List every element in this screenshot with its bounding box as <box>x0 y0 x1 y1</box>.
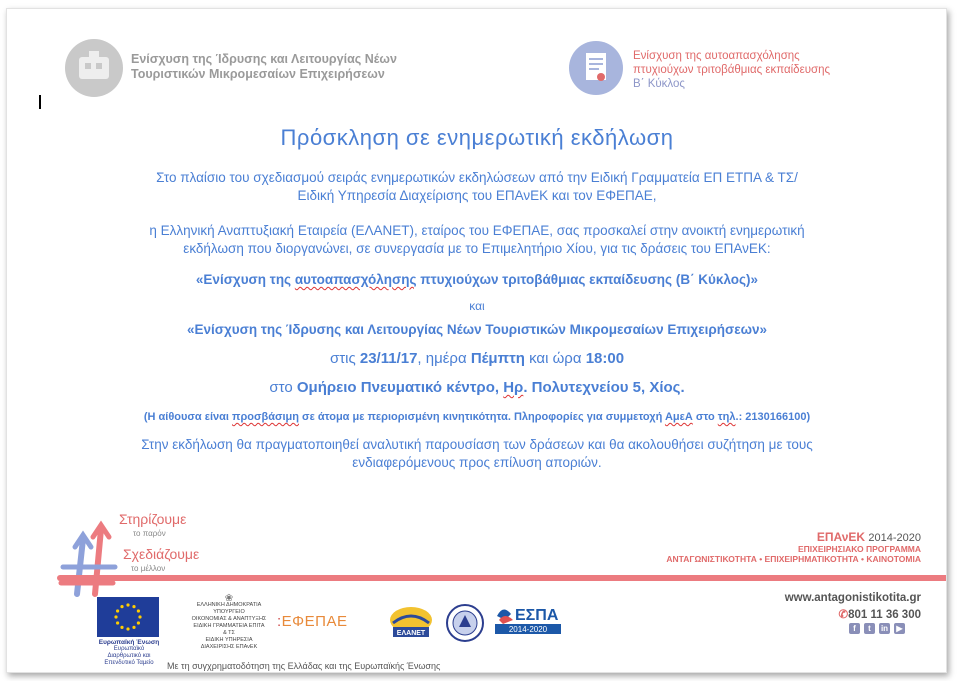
epanek-program-logo <box>621 530 921 564</box>
phone-number: ✆801 11 36 300 <box>838 609 921 621</box>
elanet-logo <box>387 605 435 639</box>
eu-flag-icon <box>97 597 159 637</box>
phone-icon: ✆ <box>838 609 849 621</box>
eu-label: Ευρωπαϊκή Ένωση Ευρωπαϊκό Διαρθρωτικό και Επενδυτικό Ταμείο <box>98 639 160 666</box>
tourism-action-title: Ενίσχυση της Ίδρυσης και Λειτουργίας Νέων Τουριστικών Μικρομεσαίων Επιχειρήσεων <box>131 52 397 81</box>
slogan-support: Στηρίζουμε <box>119 511 187 527</box>
social-links <box>849 623 905 634</box>
epanek-name: ΕΠΑνΕΚ <box>816 530 866 544</box>
action-title-tourism: «Ενίσχυση της Ίδρυσης και Λειτουργίας Νέων Τουριστικών Μικρομεσαίων Επιχειρήσεων» <box>186 322 768 337</box>
ministry-emblem-icon: ❀ <box>224 593 234 604</box>
chamber-seal-icon <box>445 603 485 643</box>
website-link[interactable]: www.antagonistikotita.gr <box>784 592 921 604</box>
cycle-label: Β΄ Κύκλος <box>633 78 685 90</box>
cofunding-statement: Με τη συγχρηματοδότηση της Ελλάδας και της Ευρωπαϊκής Ένωσης <box>167 661 441 671</box>
intro-paragraph: Στο πλαίσιο του σχεδιασμού σειράς ενημερωτικών εκδηλώσεων από την Ειδική Γραμματεία ΕΠ ΕΤΠΑ & ΤΣ/ Ειδική Υπηρεσία Διαχείρισης του ΕΠΑνΕΚ και τον ΕΦΕΠΑΕ, <box>156 170 798 203</box>
efepae-logo: :ΕΦΕΠΑΕ <box>277 613 348 630</box>
organizer-paragraph: η Ελληνική Αναπτυξιακή Εταιρεία (ΕΛΑΝΕΤ), εταίρος του ΕΦΕΠΑΕ, σας προσκαλεί στην ανοικτή ενημερωτική εκδήλωση που διοργανώνει, σε συνεργασία με το Επιμελητήριο Χίου, για τις δράσεις του ΕΠΑνΕΚ: <box>149 223 805 256</box>
espa-logo <box>493 600 563 644</box>
closing-paragraph: Στην εκδήλωση θα πραγματοποιηθεί αναλυτική παρουσίαση των δράσεων και θα ακολουθήσει συζήτηση με τους ενδιαφερόμενους προς επίλυση αποριών. <box>141 437 813 470</box>
event-venue: στο Ομήρειο Πνευματικό κέντρο, Ηρ. Πολυτεχνείου 5, Χίος. <box>269 379 685 396</box>
self-employment-action-title: Ενίσχυση της αυτοαπασχόλησης πτυχιούχων τριτοβάθμιας εκπαίδευσης <box>633 50 831 76</box>
slogan-support-sub: το παρόν <box>133 529 166 538</box>
youtube-icon[interactable]: ▶ <box>894 623 905 634</box>
event-date: στις 23/11/17, ημέρα Πέμπτη και ώρα 18:00 <box>329 350 625 367</box>
svg-text:ΕΛΑΝΕΤ: ΕΛΑΝΕΤ <box>396 630 426 637</box>
tourism-action-logo <box>65 39 123 97</box>
text-cursor <box>39 95 41 109</box>
svg-text:ΕΣΠΑ: ΕΣΠΑ <box>515 607 559 624</box>
svg-text:2014-2020: 2014-2020 <box>508 625 548 634</box>
epanek-line2: ΑΝΤΑΓΩΝΙΣΤΙΚΟΤΗΤΑ • ΕΠΙΧΕΙΡΗΜΑΤΙΚΟΤΗΤΑ • ΚΑΙΝΟΤΟΜΙΑ <box>666 554 921 564</box>
action-title-self-employment: «Ενίσχυση της αυτοαπασχόλησης πτυχιούχων τριτοβάθμιας εκπαίδευσης (Β΄ Κύκλος)» <box>195 272 759 287</box>
epanek-years: 2014-2020 <box>868 532 921 544</box>
epanek-line1: ΕΠΙΧΕΙΡΗΣΙΑΚΟ ΠΡΟΓΡΑΜΜΑ <box>797 544 921 554</box>
invitation-title: Πρόσκληση σε ενημερωτική εκδήλωση <box>280 125 674 150</box>
linkedin-icon[interactable]: in <box>880 624 889 633</box>
ministry-logo: ❀ ΕΛΛΗΝΙΚΗ ΔΗΜΟΚΡΑΤΙΑ ΥΠΟΥΡΓΕΙΟ ΟΙΚΟΝΟΜΙΑΣ & ΑΝΑΠΤΥΞΗΣ ΕΙΔΙΚΗ ΓΡΑΜΜΑΤΕΙΑ ΕΠΙΤΑ & ΤΣ ΕΙΔΙΚΗ ΥΠΗΡΕΣΙΑ ΔΙΑΧΕΙΡΙΣΗΣ ΕΠΑνΕΚ <box>191 593 267 650</box>
accessibility-note: (Η αίθουσα είναι προσβάσιμη σε άτομα με περιορισμένη κινητικότητα. Πληροφορίες για συμμετοχή ΑμεΑ στο τηλ.: 2130166100) <box>143 411 811 423</box>
twitter-icon[interactable]: t <box>864 623 875 634</box>
facebook-icon[interactable]: f <box>849 623 860 634</box>
invitation-document <box>6 8 947 673</box>
slogan-plan-sub: το μέλλον <box>131 564 166 573</box>
self-employment-action-logo <box>569 41 623 95</box>
footer-divider <box>57 575 947 581</box>
slogan-plan: Σχεδιάζουμε <box>123 546 200 562</box>
conjunction: και <box>469 299 485 313</box>
